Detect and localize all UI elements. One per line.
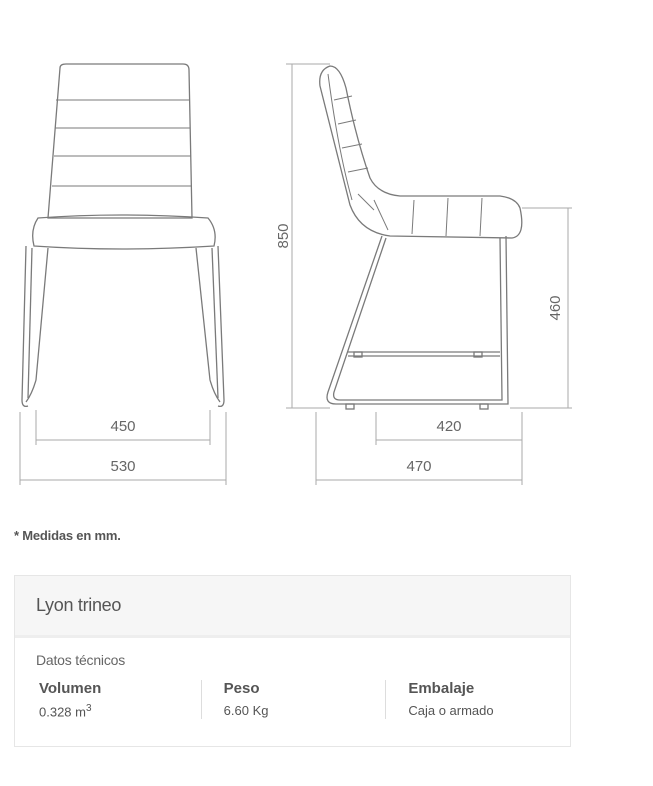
- total-depth-label: 470: [406, 458, 432, 475]
- product-specs-card: [14, 575, 571, 747]
- volume-value: 0.328 m: [39, 704, 86, 720]
- spec-value: 6.60 Kg: [223, 703, 269, 718]
- section-label: Datos técnicos: [36, 652, 126, 668]
- spec-volume: [36, 680, 201, 719]
- side-view-chair: [320, 66, 522, 409]
- spec-label: Peso: [223, 680, 260, 697]
- seat-depth-label: 420: [436, 418, 462, 435]
- product-title: Lyon trineo: [36, 595, 122, 615]
- measurement-note: * Medidas en mm.: [14, 528, 121, 543]
- specs-body: [15, 638, 570, 719]
- side-dimension-lines: [286, 64, 572, 485]
- spec-value: Caja o armado: [408, 703, 494, 718]
- seat-height-label: 460: [547, 295, 564, 321]
- spec-weight: [201, 680, 386, 719]
- product-header: [15, 576, 570, 638]
- spec-label: Embalaje: [408, 680, 475, 697]
- spec-packaging: [385, 680, 570, 719]
- spec-value: [39, 703, 201, 719]
- specs-row: [36, 680, 570, 719]
- total-height-label: 850: [275, 223, 292, 249]
- total-width-label: 530: [110, 458, 136, 475]
- spec-label: Volumen: [39, 680, 102, 697]
- volume-exponent: 3: [85, 703, 92, 714]
- front-view-chair: [22, 64, 224, 406]
- seat-width-label: 450: [110, 418, 136, 435]
